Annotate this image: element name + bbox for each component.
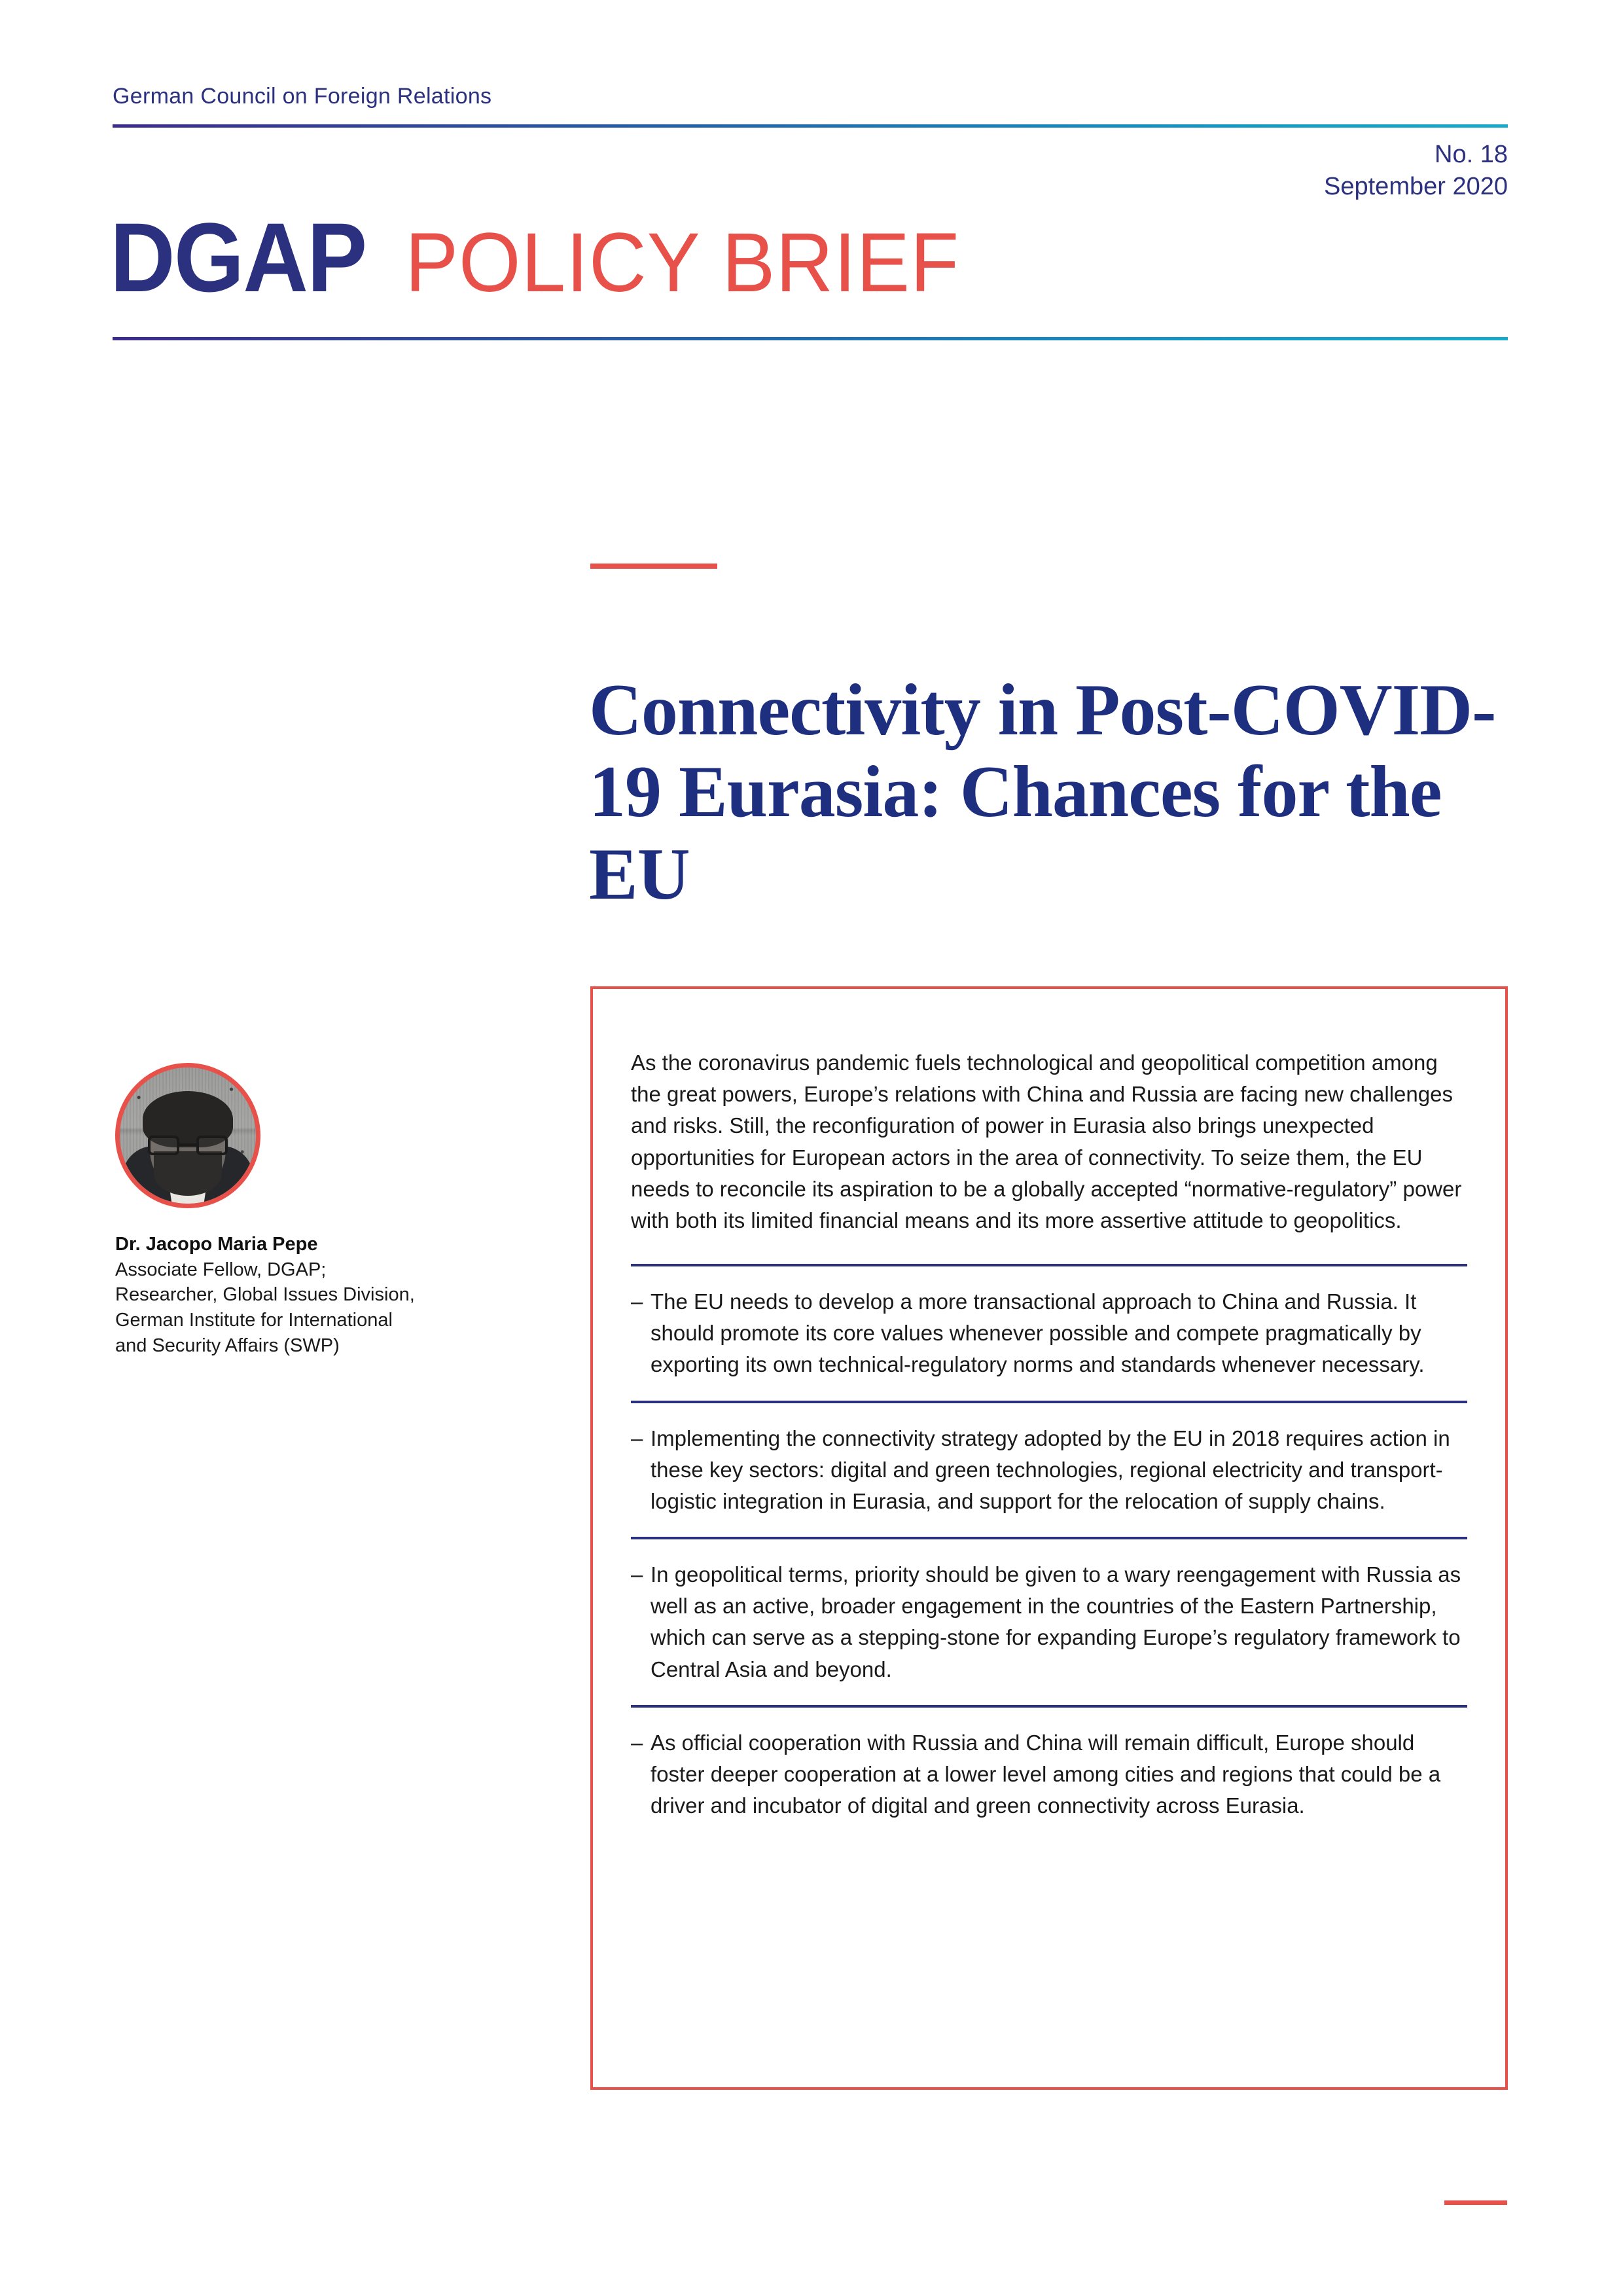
issue-number: No. 18 [1435, 141, 1508, 168]
author-affiliation [115, 1257, 455, 1358]
author-affiliation-line: Associate Fellow, DGAP; [115, 1259, 327, 1280]
header-gradient-rule-top [113, 124, 1508, 128]
avatar [115, 1063, 260, 1208]
key-point-item [631, 1401, 1467, 1537]
bullet-dash-icon: – [631, 1289, 643, 1314]
key-point-text: In geopolitical terms, priority should be given to a wary reengagement with Russia as well as an active, broader engagement in the countries of the Eastern Partnership, which can serve as a stepping-stone for expanding Europe’s regulatory framework to Central Asia and beyond. [651, 1562, 1461, 1681]
issue-info [1324, 139, 1508, 202]
author-card [115, 1063, 455, 1358]
page-title: Connectivity in Post-COVID-19 Eurasia: Chances for the EU [589, 670, 1496, 915]
organization-name: German Council on Foreign Relations [113, 84, 492, 109]
title-accent-dash [590, 564, 717, 569]
bullet-dash-icon: – [631, 1730, 643, 1755]
key-point-text: Implementing the connectivity strategy adopted by the EU in 2018 requires action in these key sectors: digital and green technologies, regional electricity and transport-logistic integration in Eurasia, and support for the relocation of supply chains. [651, 1426, 1450, 1513]
author-name: Dr. Jacopo Maria Pepe [115, 1234, 318, 1255]
key-points-list [631, 1264, 1467, 1841]
policy-brief-series-label: POLICY BRIEF [405, 216, 960, 310]
dgap-logo-lockup [110, 202, 989, 312]
footer-accent-dash [1444, 2200, 1507, 2205]
key-point-item [631, 1537, 1467, 1705]
portrait-beard [154, 1151, 222, 1196]
author-affiliation-line: German Institute for International [115, 1309, 393, 1331]
key-point-text: The EU needs to develop a more transactional approach to China and Russia. It should promote its core values whenever possible and compete pragmatically by exporting its own technical-regulatory norms and standards whenever necessary. [651, 1289, 1425, 1377]
key-point-text: As official cooperation with Russia and China will remain difficult, Europe should foster deeper cooperation at a lower level among cities and regions that could be a driver and incubator of digital and green connectivity across Eurasia. [651, 1730, 1441, 1818]
header-gradient-rule-bottom [113, 337, 1508, 340]
key-point-item [631, 1705, 1467, 1842]
key-point-item [631, 1264, 1467, 1401]
dgap-wordmark: DGAP [110, 202, 366, 312]
bullet-dash-icon: – [631, 1426, 643, 1450]
author-affiliation-line: Researcher, Global Issues Division, [115, 1284, 415, 1306]
bullet-dash-icon: – [631, 1562, 643, 1587]
portrait-glasses-icon [148, 1136, 228, 1155]
summary-box [590, 986, 1508, 2090]
abstract-text: As the coronavirus pandemic fuels technological and geopolitical competition among the great powers, Europe’s relations with China and Russia are facing new challenges and risks. Still, the reconfiguration of power in Eurasia also brings unexpected opportunities for European actors in the area of connectivity. To seize them, the EU needs to reconcile its aspiration to be a globally accepted “normative-regulatory” power with both its limited financial means and its more assertive attitude to geopolitics. [631, 1050, 1462, 1232]
author-affiliation-line: and Security Affairs (SWP) [115, 1335, 340, 1356]
issue-date: September 2020 [1324, 172, 1508, 200]
